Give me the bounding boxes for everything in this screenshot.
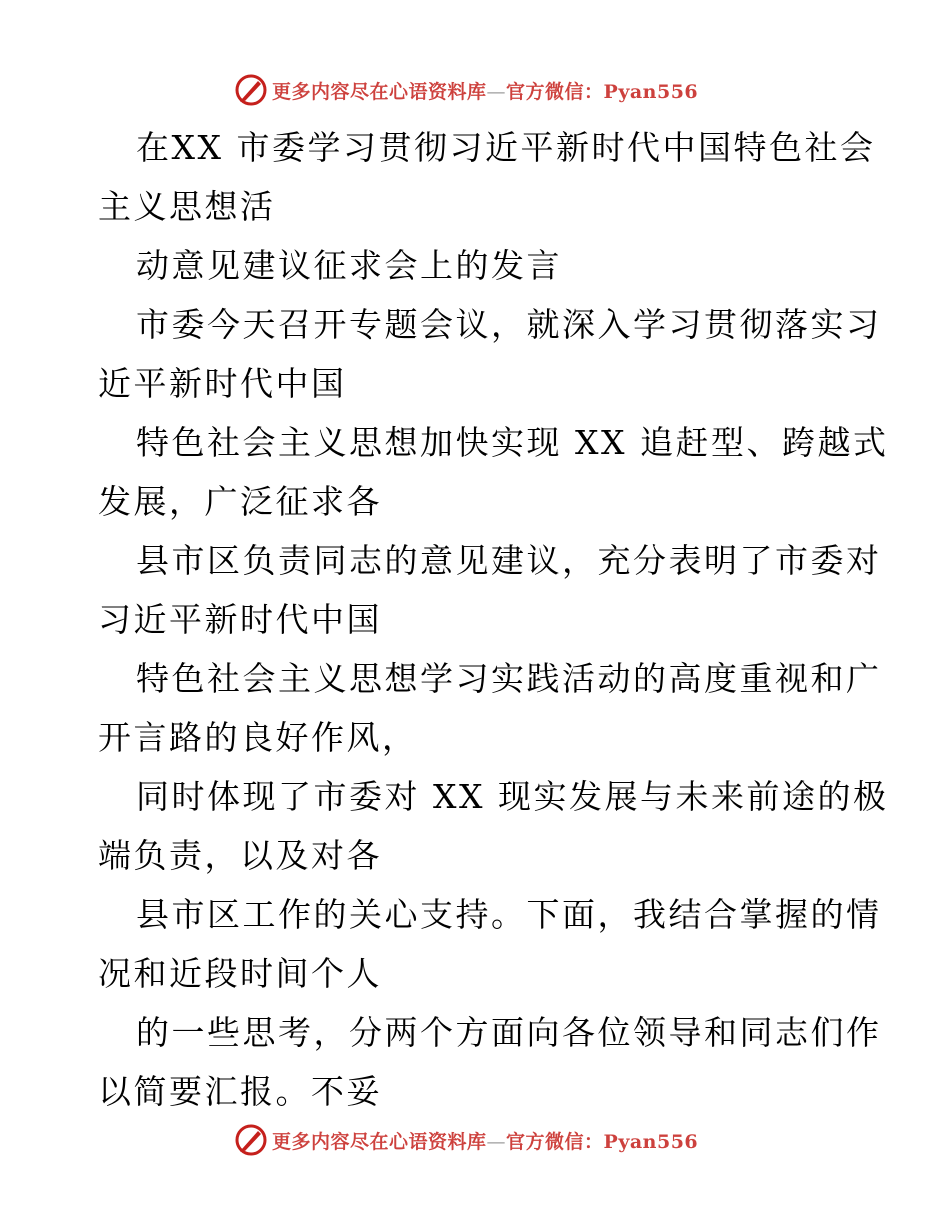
paragraph-8 <box>98 885 882 1003</box>
brand-name: 更多内容尽在心语资料库 <box>272 1130 487 1153</box>
paragraph-2 <box>98 236 858 295</box>
banner-label <box>272 77 698 104</box>
footer-banner <box>234 1120 698 1160</box>
paragraph-1 <box>98 118 876 236</box>
line: 市委今天召开专题会议，就深入学习贯彻落实习 <box>136 305 882 344</box>
line: 动意见建议征求会上的发言 <box>136 246 562 285</box>
wechat-id: Pyan556 <box>603 1130 699 1153</box>
paragraph-7 <box>98 767 889 885</box>
line-continuation: 习近平新时代中国 <box>98 600 382 639</box>
paragraph-9 <box>98 1003 882 1121</box>
line: 特色社会主义思想加快实现 XX 追赶型、跨越式 <box>136 423 889 462</box>
line-continuation: 发展，广泛征求各 <box>98 482 382 521</box>
line: 特色社会主义思想学习实践活动的高度重视和广 <box>136 659 882 698</box>
line-continuation: 况和近段时间个人 <box>98 954 382 993</box>
header-banner <box>234 70 698 110</box>
line: 同时体现了市委对 XX 现实发展与未来前途的极 <box>136 777 889 816</box>
brand-name: 更多内容尽在心语资料库 <box>272 80 487 103</box>
paragraph-3 <box>98 295 882 413</box>
document-body <box>98 118 889 1121</box>
quill-pen-icon <box>234 73 268 107</box>
paragraph-6 <box>98 649 882 767</box>
line: 在XX 市委学习贯彻习近平新时代中国特色社会 <box>136 128 876 167</box>
separator: — <box>486 1130 507 1153</box>
wechat-label: 官方微信： <box>506 80 604 103</box>
line: 县市区工作的关心支持。下面，我结合掌握的情 <box>136 895 882 934</box>
line-continuation: 端负责，以及对各 <box>98 836 382 875</box>
line-continuation: 主义思想活 <box>98 187 276 226</box>
line: 的一些思考，分两个方面向各位领导和同志们作 <box>136 1013 882 1052</box>
banner-label <box>272 1127 698 1154</box>
line: 县市区负责同志的意见建议，充分表明了市委对 <box>136 541 882 580</box>
line-continuation: 开言路的良好作风， <box>98 718 418 757</box>
wechat-id: Pyan556 <box>603 80 699 103</box>
paragraph-5 <box>98 531 882 649</box>
wechat-label: 官方微信： <box>506 1130 604 1153</box>
separator: — <box>486 80 507 103</box>
line-continuation: 近平新时代中国 <box>98 364 347 403</box>
paragraph-4 <box>98 413 889 531</box>
line-continuation: 以简要汇报。不妥 <box>98 1072 382 1111</box>
quill-pen-icon <box>234 1123 268 1157</box>
